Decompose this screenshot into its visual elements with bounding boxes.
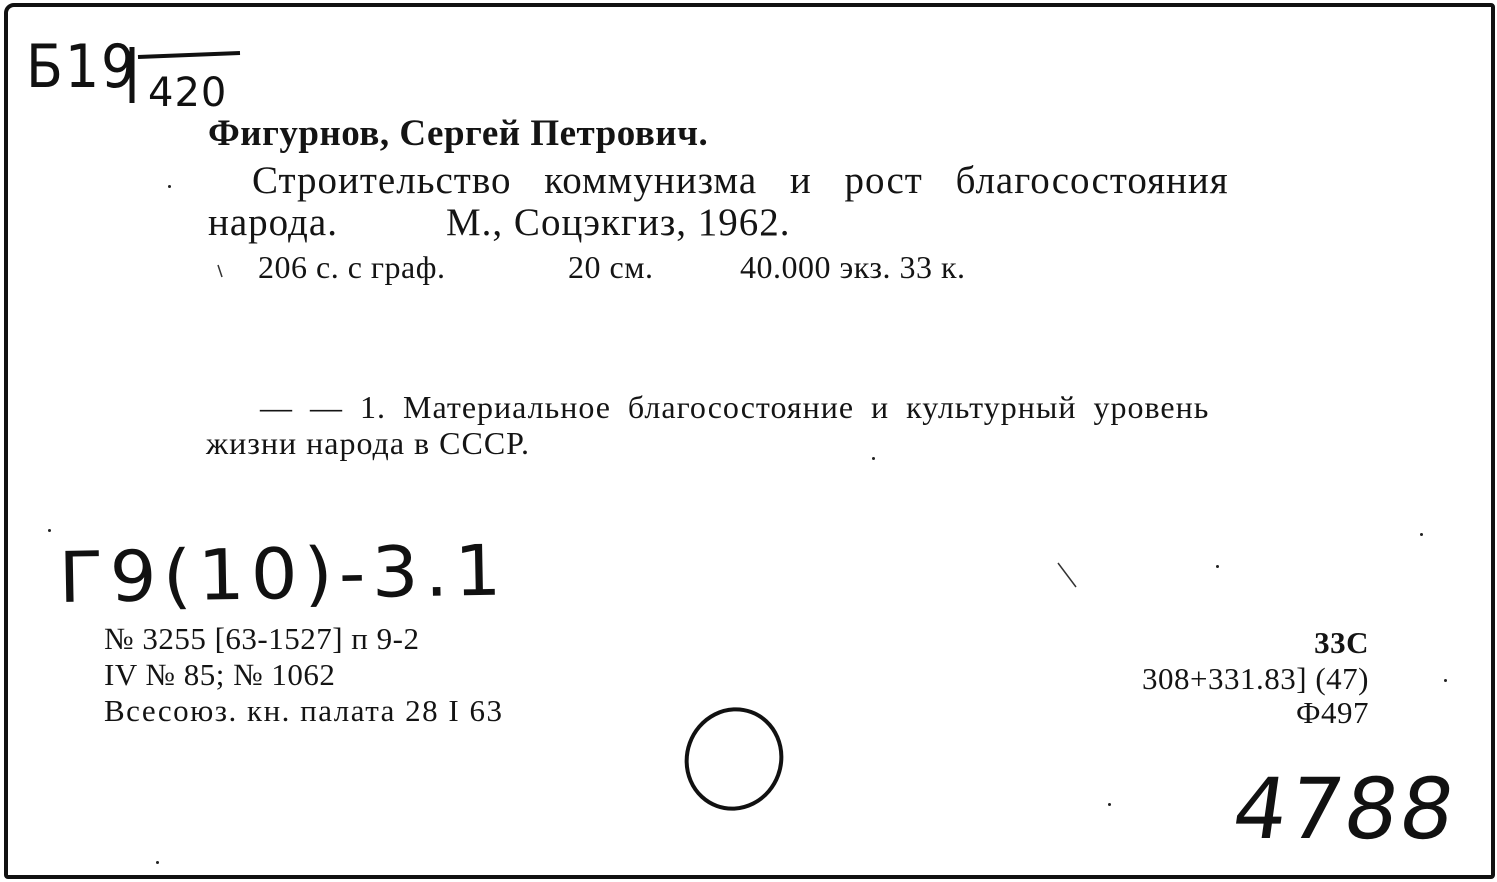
collation-copies: 40.000 экз. 33 к. [740,249,966,285]
shelfmark-overline [138,53,240,57]
collation-size: 20 см. [568,249,654,285]
footer-left-line-3: Всесоюз. кн. палата 28 I 63 [104,693,504,728]
stray-mark [218,265,222,277]
speck [168,185,171,188]
classification-handwritten: Г9(10)-3.1 [57,529,509,619]
speck [1444,679,1447,682]
speck [1216,565,1219,568]
footer-right-line-2: 308+331.83] (47) [1142,661,1369,696]
subject-line-1: — — 1. Материальное благосостояние и культурный уровень [260,389,1210,425]
speck [872,457,875,460]
collation-pages: 206 с. с граф. [258,249,446,285]
catalog-card [4,3,1495,879]
author-heading: Фигурнов, Сергей Петрович. [208,113,709,154]
subject-line-2: жизни народа в СССР. [206,425,530,461]
footer-left-line-2: IV № 85; № 1062 [104,657,336,692]
stray-mark [1058,563,1076,587]
punch-hole [673,696,796,822]
imprint: М., Соцэкгиз, 1962. [446,201,791,244]
speck [156,861,159,864]
shelfmark-number: 420 [148,70,228,116]
shelfmark-prefix: Б19 [26,32,138,102]
speck [1108,803,1111,806]
inventory-number-handwritten: 4788 [1227,760,1463,858]
title-text-1: Строительство коммунизма и рост благосостояния [252,159,1229,202]
footer-right-line-1: 33С [1314,625,1369,660]
footer-right-line-3: Ф497 [1296,695,1369,730]
card-marks [8,7,1491,875]
title-line-2: народа. [208,201,338,244]
speck [1420,533,1423,536]
speck [48,529,51,532]
footer-left-line-1: № 3255 [63-1527] п 9-2 [104,621,420,656]
